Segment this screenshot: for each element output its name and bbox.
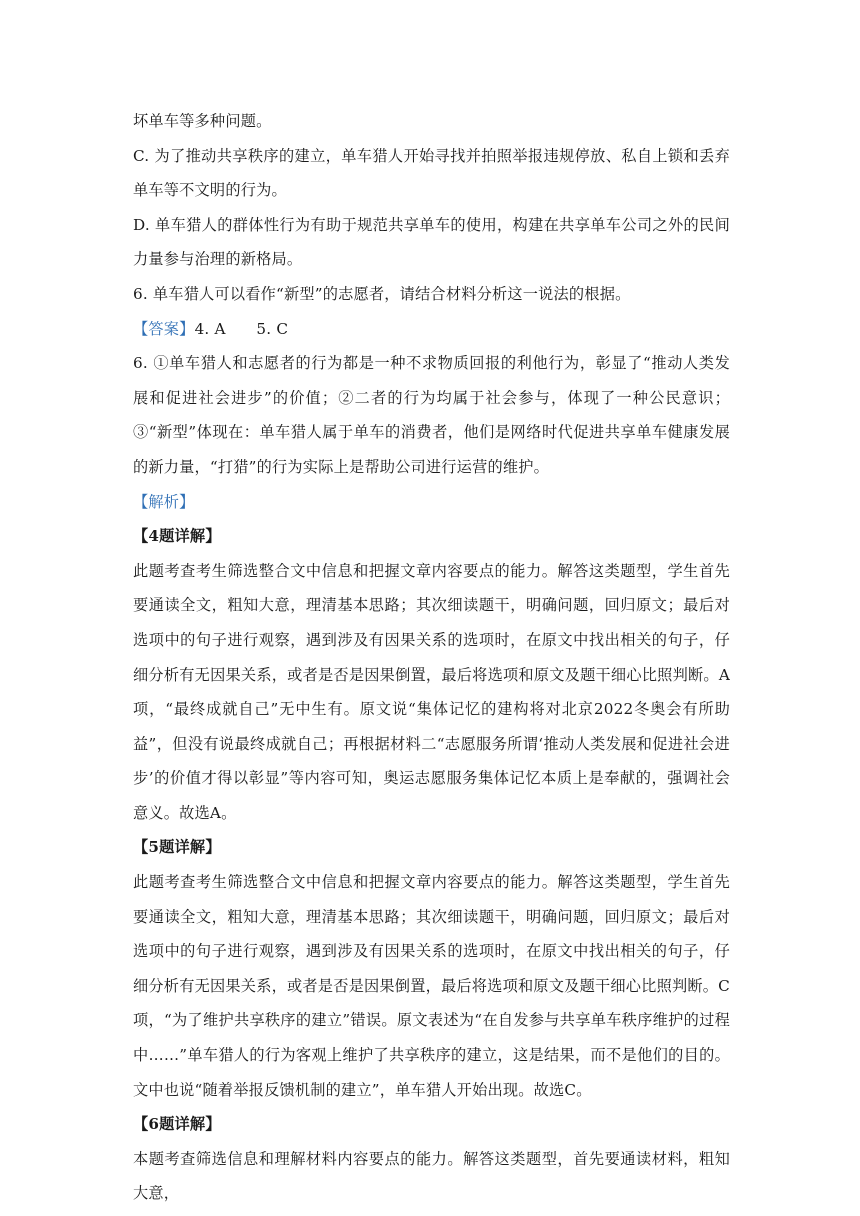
q4-heading: 【4题详解】 — [133, 527, 221, 546]
paragraph-continuation: 坏单车等多种问题。 — [133, 112, 272, 130]
answer-6: 6. ①单车猎人和志愿者的行为都是一种不求物质回报的利他行为，彰显了“推动人类发展和促进社会进步”的价值；②二者的行为均属于社会参与，体现了一种公民意识；③“新型”体现在：单车猎人属于单车的消费者，他们是网络时代促进共享单车健康发展的新力量，“打猎”的行为实际上是帮助公司进行运营的维护。 — [133, 354, 730, 476]
analysis-tag: 【解析】 — [133, 492, 195, 511]
answer-text: 4. A 5. C — [194, 319, 289, 338]
document-body — [133, 104, 730, 1211]
q5-explanation: 此题考查考生筛选整合文中信息和把握文章内容要点的能力。解答这类题型，学生首先要通读全文，粗知大意，理清基本思路；其次细读题干，明确问题，回归原文；最后对选项中的句子进行观察，遇到涉及有因果关系的选项时，在原文中找出相关的句子，仔细分析有无因果关系，或者是否是因果倒置，最后将选项和原文及题干细心比照判断。C项，“为了维护共享秩序的建立”错误。原文表述为“在自发参与共享单车秩序维护的过程中……”单车猎人的行为客观上维护了共享秩序的建立，这是结果，而不是他们的目的。文中也说“随着举报反馈机制的建立”，单车猎人开始出现。故选C。 — [133, 873, 730, 1099]
question-6: 6. 单车猎人可以看作“新型”的志愿者，请结合材料分析这一说法的根据。 — [133, 284, 631, 303]
option-d: D. 单车猎人的群体性行为有助于规范共享单车的使用，构建在共享单车公司之外的民间力量参与治理的新格局。 — [133, 215, 730, 269]
q6-explanation: 本题考查筛选信息和理解材料内容要点的能力。解答这类题型，首先要通读材料，粗知大意， — [133, 1149, 730, 1203]
q4-explanation: 此题考查考生筛选整合文中信息和把握文章内容要点的能力。解答这类题型，学生首先要通读全文，粗知大意，理清基本思路；其次细读题干，明确问题，回归原文；最后对选项中的句子进行观察，遇到涉及有因果关系的选项时，在原文中找出相关的句子，仔细分析有无因果关系，或者是否是因果倒置，最后将选项和原文及题干细心比照判断。A项，“最终成就自己”无中生有。原文说“集体记忆的建构将对北京2022冬奥会有所助益”，但没有说最终成就自己；再根据材料二“志愿服务所谓‘推动人类发展和促进社会进步’的价值才得以彰显”等内容可知，奥运志愿服务集体记忆本质上是奉献的，强调社会意义。故选A。 — [133, 561, 730, 822]
q6-heading: 【6题详解】 — [133, 1115, 221, 1134]
q5-heading: 【5题详解】 — [133, 838, 221, 857]
option-c: C. 为了推动共享秩序的建立，单车猎人开始寻找并拍照举报违规停放、私自上锁和丢弃单车等不文明的行为。 — [133, 146, 730, 200]
answer-tag: 【答案】 — [133, 319, 195, 338]
answer-line — [133, 312, 730, 347]
